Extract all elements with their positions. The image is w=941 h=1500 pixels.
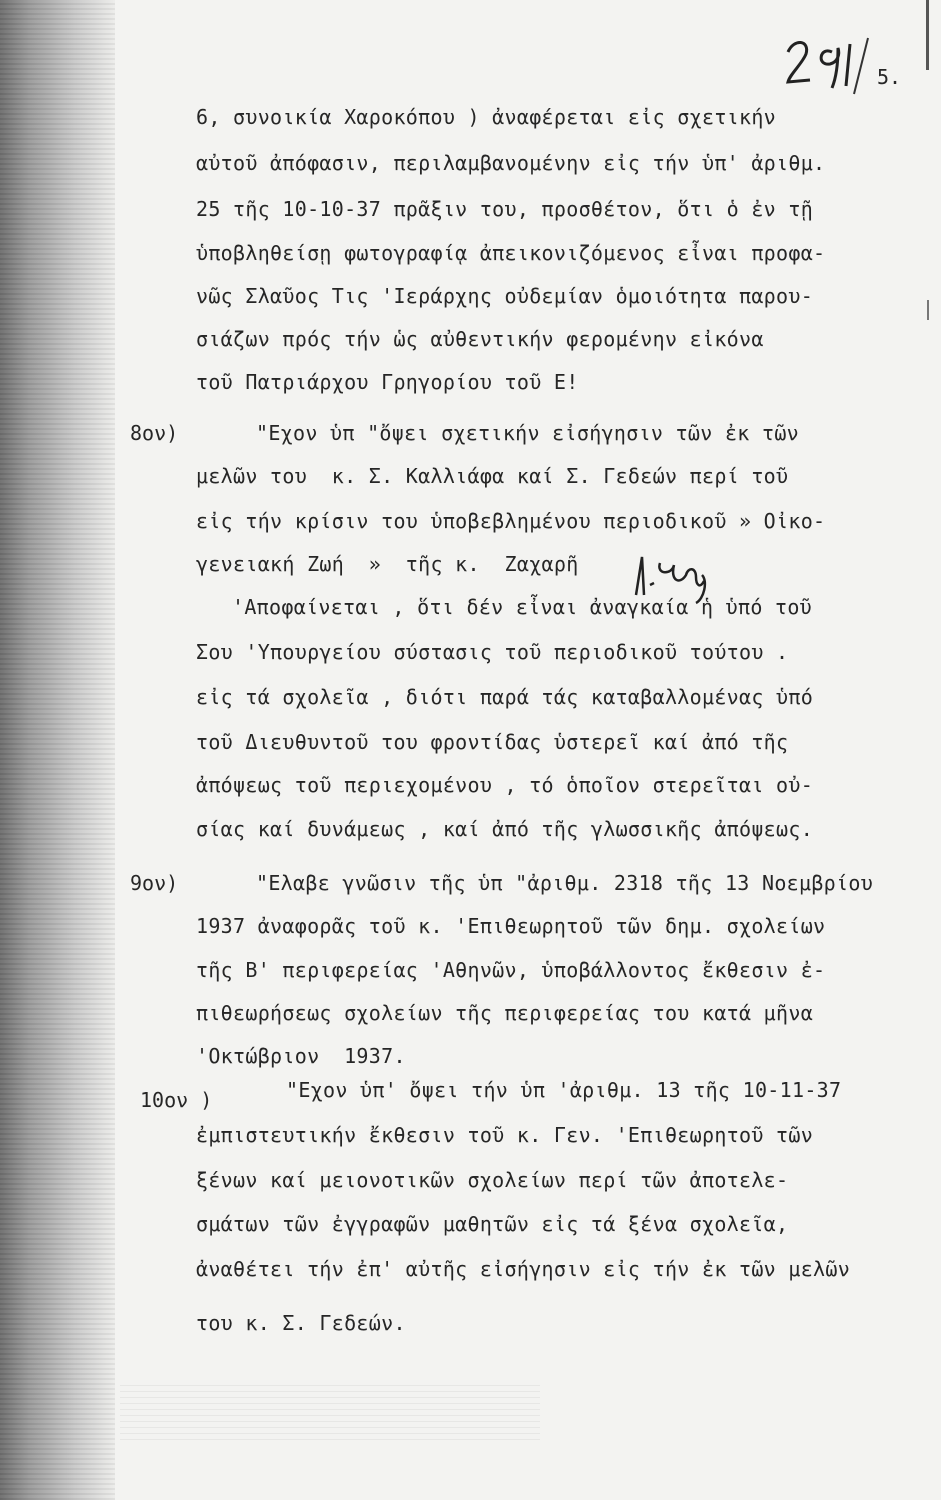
- text-line: νῶς Σλαῦος Τις 'Ιεράρχης οὐδεμίαν ὁμοιότητα παρου-: [196, 284, 814, 308]
- text-line: 'Αποφαίνεται , ὅτι δέν εἶναι ἀναγκαία ἡ ὑπό τοῦ: [232, 595, 813, 619]
- item-number: 9ον): [130, 871, 179, 895]
- text-line: εἰς τά σχολεῖα , διότι παρά τάς καταβαλλομένας ὑπό: [196, 685, 814, 709]
- text-line: "Εχον ὑπ "ὄψει σχετικήν εἰσήγησιν τῶν ἐκ τῶν: [256, 421, 800, 445]
- text-line: 'Οκτώβριον 1937.: [196, 1044, 406, 1068]
- text-line: ξένων καί μειονοτικῶν σχολείων περί τῶν ἀποτελε-: [196, 1168, 789, 1192]
- item-number: 8ον): [130, 421, 179, 445]
- text-line: τοῦ Διευθυντοῦ του φροντίδας ὑστερεῖ καί ἀπό τῆς: [196, 730, 789, 754]
- text-line: του κ. Σ. Γεδεών.: [196, 1311, 406, 1335]
- text-line: 25 τῆς 10-10-37 πρᾶξιν του, προσθέτον, ὅτι ὁ ἐν τῇ: [196, 197, 814, 221]
- text-line: εἰς τήν κρίσιν του ὑποβεβλημένου περιοδικοῦ » Οἰκο-: [196, 509, 826, 533]
- handwritten-folio-number: [780, 30, 870, 100]
- text-line: ἀναθέτει τήν ἐπ' αὐτῆς εἰσήγησιν εἰς τήν ἐκ τῶν μελῶν: [196, 1257, 851, 1281]
- text-line: Σου 'Υπουργείου σύστασις τοῦ περιοδικοῦ τούτου .: [196, 640, 789, 664]
- text-line: πιθεωρήσεως σχολείων τῆς περιφερείας του κατά μῆνα: [196, 1001, 814, 1025]
- text-line: τῆς Β' περιφερείας 'Αθηνῶν, ὑποβάλλοντος ἔκθεσιν ἐ-: [196, 958, 826, 982]
- bleed-through-text: [120, 1380, 540, 1440]
- text-line: ἐμπιστευτικήν ἔκθεσιν τοῦ κ. Γεν. 'Επιθεωρητοῦ τῶν: [196, 1123, 814, 1147]
- text-line: σίας καί δυνάμεως , καί ἀπό τῆς γλωσσικῆς ἀπόψεως.: [196, 817, 814, 841]
- text-line: 1937 ἀναφορᾶς τοῦ κ. 'Επιθεωρητοῦ τῶν δημ. σχολείων: [196, 914, 826, 938]
- text-line: "Εχον ὑπ' ὄψει τήν ὑπ 'ἀριθμ. 13 τῆς 10-11-37: [286, 1078, 842, 1102]
- scan-margin-mark: [927, 300, 929, 320]
- text-line: σμάτων τῶν ἐγγραφῶν μαθητῶν εἰς τά ξένα σχολεῖα,: [196, 1212, 789, 1236]
- page-number: 5.: [877, 65, 902, 89]
- text-line: γενειακή Ζωή » τῆς κ. Ζαχαρῆ: [196, 552, 604, 576]
- text-line: "Ελαβε γνῶσιν τῆς ὑπ "ἀριθμ. 2318 τῆς 13 Νοεμβρίου: [256, 871, 874, 895]
- text-line: μελῶν του κ. Σ. Καλλιάφα καί Σ. Γεδεών περί τοῦ: [196, 464, 789, 488]
- text-line: τοῦ Πατριάρχου Γρηγορίου τοῦ Ε!: [196, 370, 579, 394]
- item-number: 10ον ): [140, 1088, 213, 1112]
- scan-margin-mark: [926, 0, 929, 70]
- text-line: ὑποβληθείσῃ φωτογραφίᾳ ἀπεικονιζόμενος εἶναι προφα-: [196, 241, 826, 265]
- scan-noise: [0, 0, 115, 1500]
- text-line: ἀπόψεως τοῦ περιεχομένου , τό ὁποῖον στερεῖται οὐ-: [196, 773, 814, 797]
- text-line: 6, συνοικία Χαροκόπου ) ἀναφέρεται εἰς σχετικήν: [196, 105, 777, 129]
- text-line: σιάζων πρός τήν ὡς αὐθεντικήν φερομένην εἰκόνα: [196, 327, 764, 351]
- text-line: αὐτοῦ ἀπόφασιν, περιλαμβανομένην εἰς τήν ὑπ' ἀριθμ.: [196, 151, 826, 175]
